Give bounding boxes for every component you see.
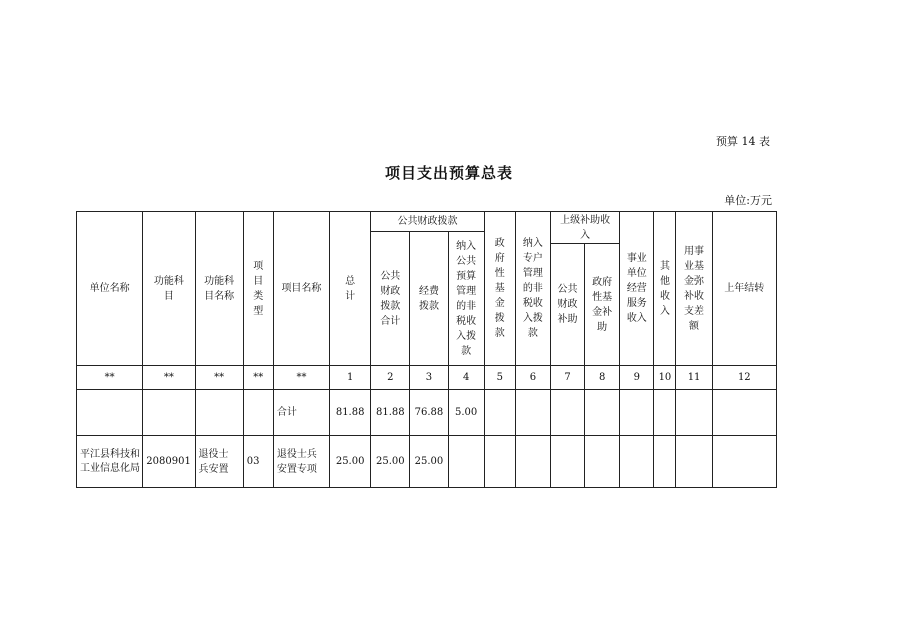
index-cell: 5 (484, 366, 515, 390)
total-pf-total: 81.88 (371, 390, 410, 436)
index-cell: ** (195, 366, 243, 390)
header-sup-public: 公共财政补助 (550, 244, 584, 366)
row-proj-type: 03 (243, 436, 273, 488)
index-cell: ** (143, 366, 195, 390)
header-func-code: 功能科目 (143, 212, 195, 366)
row-pf-total: 25.00 (371, 436, 410, 488)
table-cell (585, 390, 620, 436)
index-cell: 10 (654, 366, 676, 390)
header-special-nontax: 纳入专户管理的非税收入拨款 (515, 212, 550, 366)
table-cell (515, 436, 550, 488)
index-cell: 3 (410, 366, 448, 390)
index-cell: 4 (448, 366, 484, 390)
header-pf-funds: 经费拨款 (410, 232, 448, 366)
table-cell (550, 436, 584, 488)
table-cell (243, 390, 273, 436)
header-fund-cover: 用事业基金弥补收支差额 (676, 212, 712, 366)
table-cell (654, 390, 676, 436)
header-proj-name: 项目名称 (273, 212, 329, 366)
header-pf-nontax: 纳入公共预算管理的非税收入拨款 (448, 232, 484, 366)
table-cell (676, 390, 712, 436)
row-func-name: 退役士兵安置 (195, 436, 243, 488)
index-cell: 2 (371, 366, 410, 390)
table-cell (676, 436, 712, 488)
header-carryover: 上年结转 (712, 212, 776, 366)
form-number: 预算 14 表 (716, 135, 770, 148)
header-public-fiscal: 公共财政拨款 (371, 212, 484, 232)
index-cell: 9 (620, 366, 654, 390)
table-cell (484, 390, 515, 436)
table-cell (654, 436, 676, 488)
index-cell: 12 (712, 366, 776, 390)
index-cell: ** (273, 366, 329, 390)
index-cell: 8 (585, 366, 620, 390)
total-row (77, 390, 777, 436)
header-row-1 (77, 212, 777, 232)
budget-table (76, 211, 777, 488)
table-row (77, 436, 777, 488)
table-cell (620, 390, 654, 436)
index-row (77, 366, 777, 390)
table-cell (712, 390, 776, 436)
table-cell (620, 436, 654, 488)
total-pf-nontax: 5.00 (448, 390, 484, 436)
total-label: 合计 (273, 390, 329, 436)
row-unit-name: 平江县科技和工业信息化局 (77, 436, 143, 488)
unit-label: 单位:万元 (724, 194, 772, 207)
table-cell (585, 436, 620, 488)
table-cell (484, 436, 515, 488)
header-superior: 上级补助收入 (550, 212, 619, 244)
table-cell (195, 390, 243, 436)
table-cell (77, 390, 143, 436)
header-total: 总计 (330, 212, 371, 366)
header-unit-name: 单位名称 (77, 212, 143, 366)
header-gov-fund: 政府性基金拨款 (484, 212, 515, 366)
row-total: 25.00 (330, 436, 371, 488)
total-pf-funds: 76.88 (410, 390, 448, 436)
header-proj-type: 项目类型 (243, 212, 273, 366)
table-cell (448, 436, 484, 488)
table-cell (143, 390, 195, 436)
header-sup-gov: 政府性基金补助 (585, 244, 620, 366)
index-cell: ** (243, 366, 273, 390)
table-cell (515, 390, 550, 436)
index-cell: 6 (515, 366, 550, 390)
index-cell: 7 (550, 366, 584, 390)
header-pf-total: 公共财政拨款合计 (371, 232, 410, 366)
total-total: 81.88 (330, 390, 371, 436)
header-other-income: 其他收入 (654, 212, 676, 366)
table-cell (712, 436, 776, 488)
row-func-code: 2080901 (143, 436, 195, 488)
index-cell: 11 (676, 366, 712, 390)
index-cell: ** (77, 366, 143, 390)
row-proj-name: 退役士兵安置专项 (273, 436, 329, 488)
header-func-name: 功能科目名称 (195, 212, 243, 366)
index-cell: 1 (330, 366, 371, 390)
page-title: 项目支出预算总表 (384, 164, 513, 182)
table-cell (550, 390, 584, 436)
row-pf-funds: 25.00 (410, 436, 448, 488)
header-biz-income: 事业单位经营服务收入 (620, 212, 654, 366)
